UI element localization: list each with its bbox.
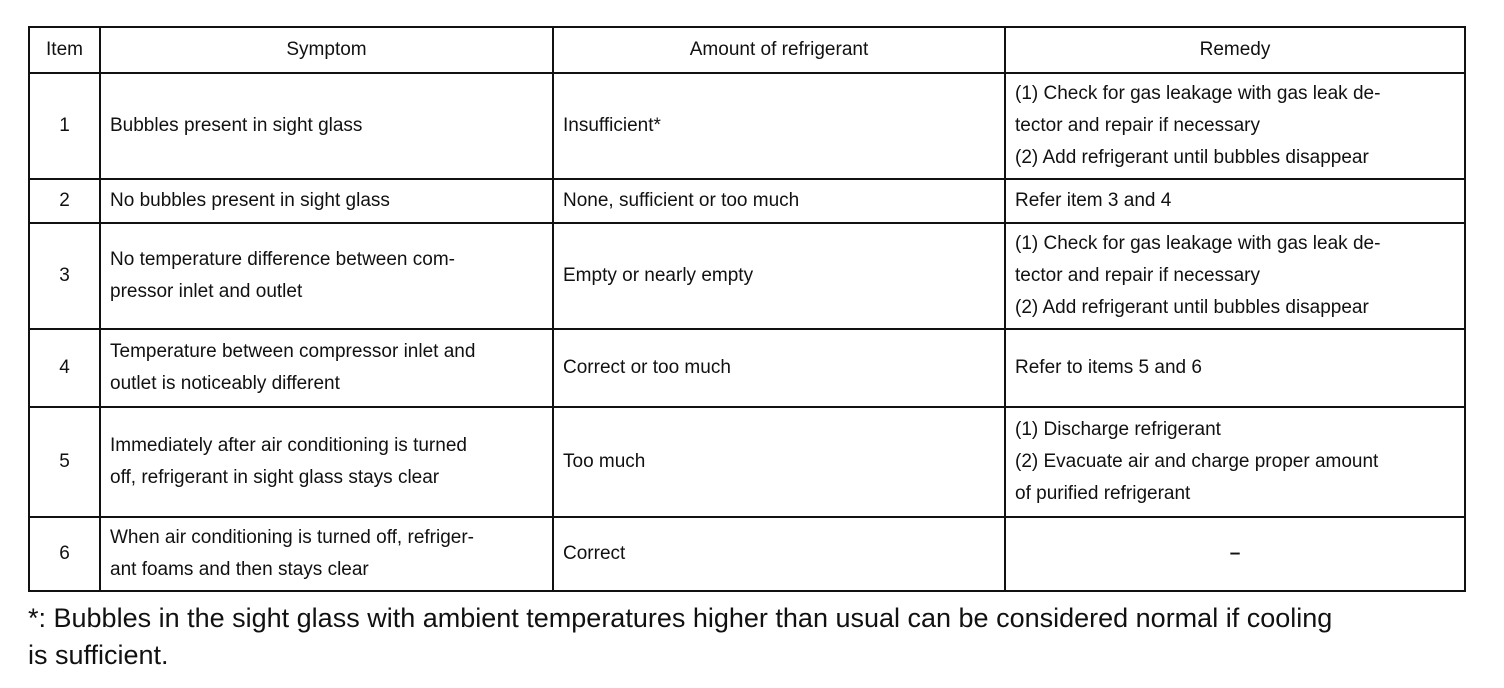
amount-cell: Insufficient* [553, 73, 1005, 179]
table-row [29, 407, 1465, 517]
amount-cell: Empty or nearly empty [553, 223, 1005, 329]
item-number-cell: 3 [29, 223, 100, 329]
symptom-text: When air conditioning is turned off, refriger- [110, 527, 474, 548]
refrigerant-diagnosis-table [28, 26, 1466, 592]
table-row [29, 223, 1465, 329]
remedy-text: (1) Check for gas leakage with gas leak de- [1015, 83, 1381, 104]
remedy-cell: – [1005, 517, 1465, 591]
remedy-text: tector and repair if necessary [1015, 115, 1261, 136]
header-remedy: Remedy [1005, 27, 1465, 73]
remedy-text: tector and repair if necessary [1015, 265, 1261, 286]
symptom-text: pressor inlet and outlet [110, 281, 303, 302]
remedy-cell [1005, 179, 1465, 223]
symptom-cell [100, 73, 553, 179]
remedy-cell [1005, 73, 1465, 179]
item-number-cell: 4 [29, 329, 100, 407]
amount-cell: Too much [553, 407, 1005, 517]
header-amount: Amount of refrigerant [553, 27, 1005, 73]
table-header [29, 27, 1465, 73]
remedy-text: Refer to items 5 and 6 [1015, 357, 1202, 378]
symptom-cell [100, 223, 553, 329]
symptom-cell [100, 407, 553, 517]
item-number-cell: 2 [29, 179, 100, 223]
remedy-text: of purified refrigerant [1015, 483, 1191, 504]
symptom-text: Bubbles present in sight glass [110, 115, 363, 136]
amount-cell: None, sufficient or too much [553, 179, 1005, 223]
item-number-cell: 5 [29, 407, 100, 517]
table-row [29, 179, 1465, 223]
table-row [29, 329, 1465, 407]
symptom-text: outlet is noticeably different [110, 373, 340, 394]
remedy-text: (2) Add refrigerant until bubbles disappear [1015, 297, 1369, 318]
remedy-text: (1) Discharge refrigerant [1015, 419, 1221, 440]
remedy-text: (2) Evacuate air and charge proper amount [1015, 451, 1379, 472]
footnote-line: *: Bubbles in the sight glass with ambient temperatures higher than usual can be considered normal if cooling [28, 603, 1333, 633]
remedy-cell [1005, 407, 1465, 517]
table-body [29, 73, 1465, 591]
symptom-text: Temperature between compressor inlet and [110, 341, 476, 362]
header-item: Item [29, 27, 100, 73]
symptom-text: off, refrigerant in sight glass stays clear [110, 467, 440, 488]
remedy-text: (1) Check for gas leakage with gas leak de- [1015, 233, 1381, 254]
amount-cell: Correct [553, 517, 1005, 591]
symptom-cell [100, 179, 553, 223]
symptom-text: No temperature difference between com- [110, 249, 455, 270]
remedy-text: (2) Add refrigerant until bubbles disappear [1015, 147, 1369, 168]
symptom-text: No bubbles present in sight glass [110, 190, 390, 211]
footnote-line: is sufficient. [28, 640, 169, 670]
item-number-cell: 1 [29, 73, 100, 179]
amount-cell: Correct or too much [553, 329, 1005, 407]
header-symptom: Symptom [100, 27, 553, 73]
remedy-cell [1005, 223, 1465, 329]
symptom-cell [100, 329, 553, 407]
footnote [28, 600, 1468, 674]
table-row [29, 517, 1465, 591]
document-page [28, 26, 1464, 674]
remedy-text: Refer item 3 and 4 [1015, 190, 1172, 211]
remedy-cell [1005, 329, 1465, 407]
header-row [29, 27, 1465, 73]
symptom-text: Immediately after air conditioning is turned [110, 435, 467, 456]
table-row [29, 73, 1465, 179]
item-number-cell: 6 [29, 517, 100, 591]
symptom-text: ant foams and then stays clear [110, 559, 369, 580]
symptom-cell [100, 517, 553, 591]
